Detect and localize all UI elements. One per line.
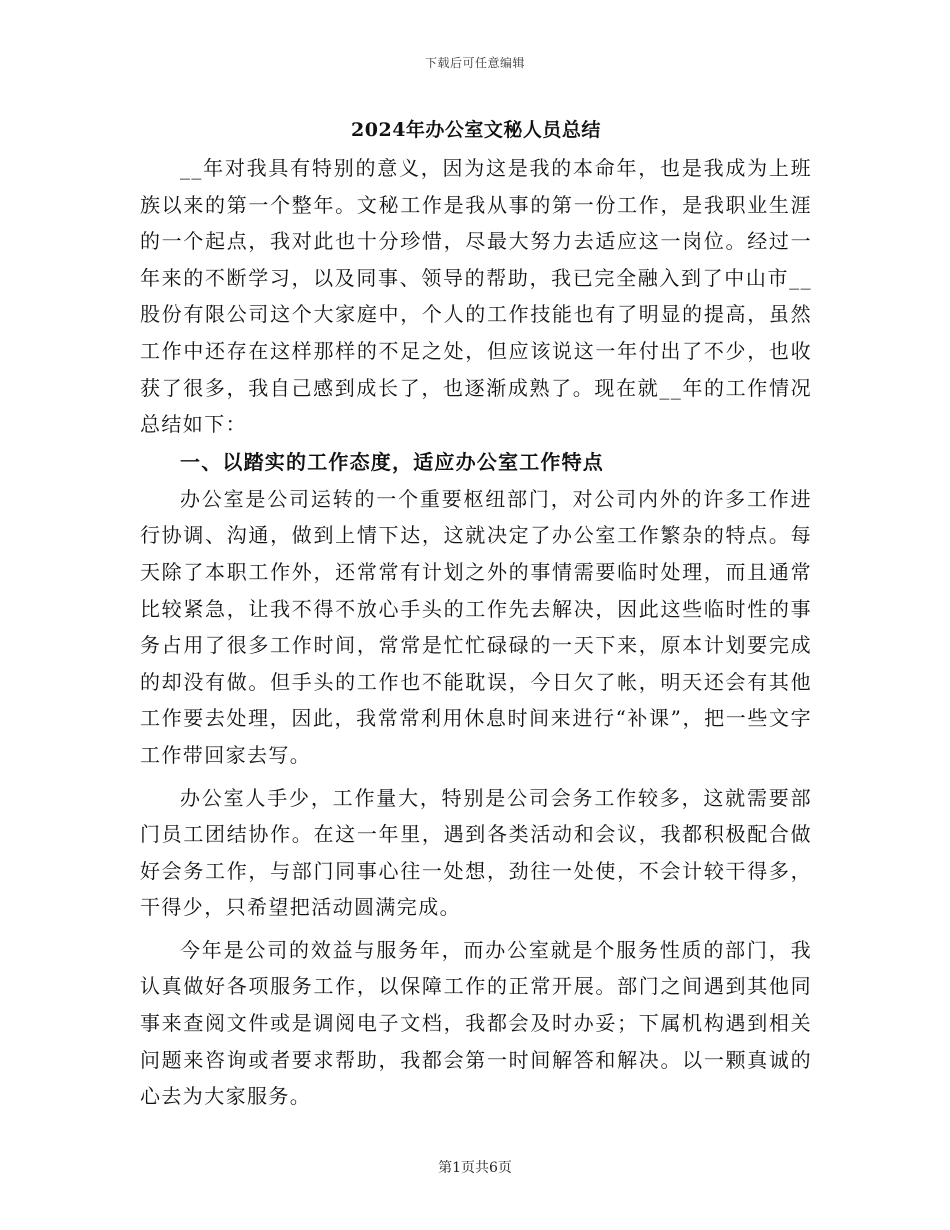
page-number: 第1页共6页	[438, 1160, 512, 1176]
paragraph-teamwork: 办公室人手少，工作量大，特别是公司会务工作较多，这就需要部门员工团结协作。在这一年里，遇到各类活动和会议，我都积极配合做好会务工作，与部门同事心往一处想，劲往一处使，不会计较干得多，干得少，只希望把活动圆满完成。	[140, 785, 812, 920]
paragraph-service: 今年是公司的效益与服务年，而办公室就是个服务性质的部门，我认真做好各项服务工作，以保障工作的正常开展。部门之间遇到其他同事来查阅文件或是调阅电子文档，我都会及时办妥；下属机构遇到相关问题来咨询或者要求帮助，我都会第一时间解答和解决。以一颗真诚的心去为大家服务。	[140, 937, 812, 1109]
section-heading-1: 一、以踏实的工作态度，适应办公室工作特点	[180, 449, 604, 474]
document-title: 2024年办公室文秘人员总结	[351, 119, 601, 141]
header-note: 下载后可任意编辑	[424, 56, 525, 70]
document-body	[140, 110, 812, 1115]
paragraph-office-role: 办公室是公司运转的一个重要枢纽部门，对公司内外的许多工作进行协调、沟通，做到上情下达，这就决定了办公室工作繁杂的特点。每天除了本职工作外，还常常有计划之外的事情需要临时处理，而且通常比较紧急，让我不得不放心手头的工作先去解决，因此这些临时性的事务占用了很多工作时间，常常是忙忙碌碌的一天下来，原本计划要完成的却没有做。但手头的工作也不能耽误，今日欠了帐，明天还会有其他工作要去处理，因此，我常常利用休息时间来进行“补课”，把一些文字工作带回家去写。	[140, 486, 812, 767]
paragraph-intro: __年对我具有特别的意义，因为这是我的本命年，也是我成为上班族以来的第一个整年。文秘工作是我从事的第一份工作，是我职业生涯的一个起点，我对此也十分珍惜，尽最大努力去适应这一岗位。经过一年来的不断学习，以及同事、领导的帮助，我已完全融入到了中山市__股份有限公司这个大家庭中，个人的工作技能也有了明显的提高，虽然工作中还存在这样那样的不足之处，但应该说这一年付出了不少，也收获了很多，我自己感到成长了，也逐渐成熟了。现在就__年的工作情况总结如下：	[140, 156, 812, 437]
